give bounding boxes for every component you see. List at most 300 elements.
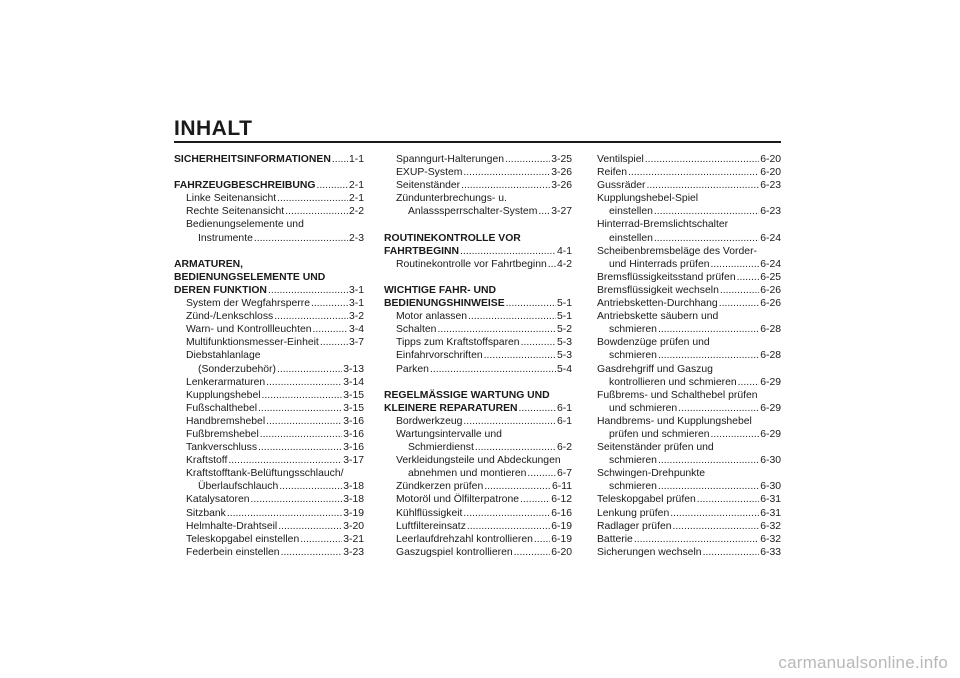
toc-entry[interactable]	[174, 363, 364, 376]
toc-entry[interactable]	[597, 271, 781, 284]
toc-entry-title: Lenkung prüfen	[597, 507, 670, 519]
toc-page-number: 6-11	[551, 481, 572, 493]
dot-leader	[548, 258, 556, 271]
toc-entry[interactable]	[597, 166, 781, 179]
dot-leader	[520, 493, 550, 506]
toc-section-entry[interactable]	[384, 402, 572, 415]
toc-entry-title: Luftfiltereinsatz	[396, 520, 466, 532]
toc-page-number: 3-1	[348, 284, 364, 296]
toc-entry[interactable]	[597, 179, 781, 192]
toc-entry-title: Fußbremshebel	[186, 428, 259, 440]
dot-leader	[658, 349, 759, 362]
toc-entry-title: Schalten	[396, 324, 437, 336]
toc-entry-title: Gussräder	[597, 180, 646, 192]
toc-entry[interactable]	[174, 507, 364, 520]
dot-leader	[719, 297, 759, 310]
dot-leader	[628, 166, 759, 179]
toc-entry-title: FAHRTBEGINN	[384, 245, 460, 257]
toc-entry-title: Teleskopgabel einstellen	[186, 533, 300, 545]
dot-leader	[227, 507, 342, 520]
toc-entry-title: Radlager prüfen	[597, 520, 672, 532]
toc-entry[interactable]	[174, 205, 364, 218]
toc-entry[interactable]	[597, 480, 781, 493]
toc-entry-title: Sicherungen wechseln	[597, 546, 702, 558]
toc-entry-title: Kraftstoff	[186, 455, 228, 467]
dot-leader	[673, 520, 760, 533]
toc-entry-line: Wartungsintervalle und	[396, 428, 502, 440]
toc-entry[interactable]	[384, 520, 572, 533]
toc-entry[interactable]	[174, 323, 364, 336]
toc-section-entry[interactable]	[384, 297, 572, 310]
toc-entry-title: Seitenständer	[396, 180, 461, 192]
toc-entry-title: schmieren	[609, 324, 657, 336]
toc-page-number: 2-3	[348, 232, 364, 244]
toc-page-number: 3-17	[343, 455, 364, 467]
title-underline	[174, 141, 781, 143]
watermark-text: carmanualsonline.info	[778, 653, 948, 672]
toc-entry-title: Einfahrvorschriften	[396, 350, 483, 362]
dot-leader	[519, 402, 556, 415]
toc-entry-line: Seitenständer prüfen und	[597, 442, 714, 454]
page-title: INHALT	[174, 117, 253, 140]
toc-entry[interactable]	[384, 480, 572, 493]
toc-column-3	[597, 153, 781, 559]
toc-entry[interactable]	[174, 415, 364, 428]
dot-leader	[697, 493, 759, 506]
toc-page-number: 2-1	[348, 193, 364, 205]
dot-leader	[430, 363, 556, 376]
dot-leader	[316, 179, 348, 192]
toc-entry[interactable]	[174, 493, 364, 506]
toc-page-number: 5-3	[556, 337, 572, 349]
toc-page-number: 6-19	[551, 533, 572, 545]
toc-section-heading: WICHTIGE FAHR- UND	[384, 284, 496, 296]
toc-entry-title: Helmhalte-Drahtseil	[186, 520, 278, 532]
toc-entry-title: schmieren	[609, 455, 657, 467]
section-gap	[384, 218, 572, 231]
toc-page-number: 3-20	[343, 520, 364, 532]
toc-page-number: 6-29	[760, 376, 781, 388]
toc-page-number: 6-20	[551, 546, 572, 558]
toc-section-heading: REGELMÄSSIGE WARTUNG UND	[384, 389, 550, 401]
toc-entry[interactable]	[597, 546, 781, 559]
toc-entry[interactable]	[174, 428, 364, 441]
toc-entry-line: Kraftstofftank-Belüftungsschlauch/	[186, 468, 344, 480]
toc-entry-line: Fußbrems- und Schalthebel prüfen	[597, 389, 758, 401]
toc-entry[interactable]	[597, 402, 781, 415]
toc-entry-title: (Sonderzubehör)	[198, 363, 276, 375]
toc-page-number: 6-31	[760, 507, 781, 519]
dot-leader	[645, 153, 759, 166]
toc-entry[interactable]	[597, 323, 781, 336]
toc-entry-title: Bordwerkzeug	[396, 415, 463, 427]
dot-leader	[268, 284, 348, 297]
toc-entry-title: Leerlaufdrehzahl kontrollieren	[396, 533, 533, 545]
toc-entry[interactable]	[384, 441, 572, 454]
toc-page-number: 6-20	[760, 167, 781, 179]
toc-page-number: 6-1	[556, 402, 572, 414]
toc-page-number: 6-23	[760, 206, 781, 218]
toc-page-number: 6-24	[760, 258, 781, 270]
dot-leader	[467, 520, 550, 533]
toc-entry[interactable]	[384, 349, 572, 362]
toc-page-number: 6-26	[760, 298, 781, 310]
section-gap	[384, 376, 572, 389]
toc-page-number: 2-2	[348, 206, 364, 218]
dot-leader	[463, 166, 550, 179]
toc-entry[interactable]	[597, 520, 781, 533]
dot-leader	[279, 480, 342, 493]
toc-page-number: 3-26	[551, 167, 572, 179]
toc-entry[interactable]	[597, 258, 781, 271]
toc-entry[interactable]	[174, 480, 364, 493]
dot-leader	[278, 520, 342, 533]
toc-page-number: 4-1	[556, 245, 572, 257]
toc-entry-line: Hinterrad-Bremslichtschalter	[597, 219, 729, 231]
toc-page-number: 6-7	[556, 468, 572, 480]
toc-page-number: 6-28	[760, 324, 781, 336]
toc-entry-title: Kupplungshebel	[186, 389, 261, 401]
toc-page-number: 6-12	[551, 494, 572, 506]
toc-entry-line: Bowdenzüge prüfen und	[597, 337, 710, 349]
toc-page-number: 6-25	[760, 271, 781, 283]
toc-page-number: 5-2	[556, 324, 572, 336]
dot-leader	[678, 402, 759, 415]
toc-page-number: 6-2	[556, 442, 572, 454]
toc-entry[interactable]	[174, 192, 364, 205]
toc-entry[interactable]	[384, 323, 572, 336]
dot-leader	[538, 205, 550, 218]
toc-entry-title: schmieren	[609, 481, 657, 493]
dot-leader	[647, 179, 760, 192]
toc-entry[interactable]	[384, 467, 572, 480]
toc-entry-title: BEDIENUNGSHINWEISE	[384, 298, 505, 310]
dot-leader	[463, 507, 550, 520]
toc-page-number: 5-1	[556, 311, 572, 323]
toc-entry-title: EXUP-System	[396, 167, 463, 179]
dot-leader	[251, 493, 343, 506]
dot-leader	[506, 297, 556, 310]
dot-leader	[277, 192, 348, 205]
toc-page-number: 6-24	[760, 232, 781, 244]
dot-leader	[266, 376, 342, 389]
dot-leader	[277, 363, 342, 376]
dot-leader	[521, 336, 556, 349]
toc-page-number: 4-2	[556, 258, 572, 270]
toc-entry-title: KLEINERE REPARATUREN	[384, 402, 518, 414]
toc-entry-title: SICHERHEITSINFORMATIONEN	[174, 154, 331, 165]
toc-page-number: 3-18	[343, 494, 364, 506]
toc-page-number: 3-4	[348, 324, 364, 336]
toc-entry-title: Bremsflüssigkeitsstand prüfen	[597, 271, 736, 283]
dot-leader	[484, 480, 551, 493]
toc-page-number: 6-30	[760, 481, 781, 493]
toc-page-number: 5-4	[556, 363, 572, 375]
toc-page-number: 3-2	[348, 311, 364, 323]
toc-entry-title: und Hinterrads prüfen	[609, 258, 710, 270]
toc-entry-line: Kupplungshebel-Spiel	[597, 193, 699, 205]
toc-entry[interactable]	[384, 258, 572, 271]
toc-entry-title: Teleskopgabel prüfen	[597, 494, 696, 506]
dot-leader	[468, 310, 556, 323]
toc-entry-title: Federbein einstellen	[186, 546, 280, 558]
toc-entry[interactable]	[597, 284, 781, 297]
toc-entry[interactable]	[384, 546, 572, 559]
toc-entry[interactable]	[384, 205, 572, 218]
dot-leader	[320, 336, 348, 349]
toc-page-number: 6-33	[760, 546, 781, 558]
toc-page-number: 6-29	[760, 402, 781, 414]
toc-entry[interactable]	[597, 454, 781, 467]
toc-page-number: 3-23	[343, 546, 364, 558]
toc-entry-title: DEREN FUNKTION	[174, 284, 267, 296]
toc-entry-title: Spanngurt-Halterungen	[396, 154, 505, 165]
toc-entry-line: Verkleidungsteile und Abdeckungen	[396, 455, 561, 467]
toc-entry-title: Gaszugspiel kontrollieren	[396, 546, 513, 558]
toc-entry[interactable]	[384, 363, 572, 376]
toc-section-entry[interactable]	[174, 153, 364, 166]
toc-page-number: 6-31	[760, 494, 781, 506]
dot-leader	[274, 310, 348, 323]
toc-entry-title: kontrollieren und schmieren	[609, 376, 737, 388]
dot-leader	[266, 415, 342, 428]
toc-column-1	[174, 153, 364, 559]
toc-entry-title: Motor anlassen	[396, 311, 468, 323]
toc-entry-title: Zünd-/Lenkschloss	[186, 311, 274, 323]
toc-page-number: 3-16	[343, 442, 364, 454]
dot-leader	[332, 153, 348, 166]
toc-entry-title: Tankverschluss	[186, 442, 258, 454]
toc-page-number: 6-29	[760, 428, 781, 440]
toc-entry[interactable]	[597, 376, 781, 389]
toc-page-number: 3-15	[343, 402, 364, 414]
dot-leader	[505, 153, 550, 166]
toc-entry-title: Katalysatoren	[186, 494, 250, 506]
toc-page-number: 6-20	[760, 154, 781, 165]
toc-page-number: 6-1	[556, 415, 572, 427]
toc-page-number: 6-32	[760, 533, 781, 545]
toc-entry[interactable]	[174, 441, 364, 454]
toc-section-entry[interactable]	[384, 245, 572, 258]
toc-entry[interactable]	[597, 205, 781, 218]
toc-page-number: 3-14	[343, 376, 364, 388]
dot-leader	[260, 428, 342, 441]
toc-entry-line: Bedienungselemente und	[186, 219, 304, 231]
toc-entry[interactable]	[384, 415, 572, 428]
toc-section-heading: ROUTINEKONTROLLE VOR	[384, 232, 521, 244]
toc-entry-title: FAHRZEUGBESCHREIBUNG	[174, 180, 316, 192]
dot-leader	[300, 533, 342, 546]
dot-leader	[313, 323, 348, 336]
dot-leader	[228, 454, 342, 467]
toc-entry[interactable]	[597, 297, 781, 310]
toc-entry-title: Kühlflüssigkeit	[396, 507, 463, 519]
toc-entry-title: Sitzbank	[186, 507, 226, 519]
toc-page-number: 3-16	[343, 428, 364, 440]
toc-page-number: 3-7	[348, 337, 364, 349]
toc-entry[interactable]	[174, 520, 364, 533]
toc-entry[interactable]	[597, 533, 781, 546]
toc-page-number: 2-1	[348, 180, 364, 192]
toc-page-number: 3-1	[348, 298, 364, 310]
toc-entry[interactable]	[174, 297, 364, 310]
toc-entry[interactable]	[174, 376, 364, 389]
toc-entry[interactable]	[174, 402, 364, 415]
toc-entry-title: System der Wegfahrsperre	[186, 298, 310, 310]
toc-entry-title: Zündkerzen prüfen	[396, 481, 484, 493]
dot-leader	[711, 428, 760, 441]
dot-leader	[738, 376, 760, 389]
toc-page-number: 6-28	[760, 350, 781, 362]
toc-page-number: 5-1	[556, 298, 572, 310]
toc-entry-line: Handbrems- und Kupplungshebel	[597, 415, 752, 427]
toc-entry-line: Zündunterbrechungs- u.	[396, 193, 507, 205]
dot-leader	[285, 205, 348, 218]
toc-entry-line: Schwingen-Drehpunkte	[597, 468, 706, 480]
toc-page-number: 5-3	[556, 350, 572, 362]
toc-entry-title: Multifunktionsmesser-Einheit	[186, 337, 319, 349]
toc-entry-title: Rechte Seitenansicht	[186, 206, 285, 218]
toc-page-number: 3-25	[551, 154, 572, 165]
toc-entry[interactable]	[597, 428, 781, 441]
toc-entry-title: schmieren	[609, 350, 657, 362]
dot-leader	[534, 533, 550, 546]
dot-leader	[463, 415, 556, 428]
toc-entry[interactable]	[597, 349, 781, 362]
section-gap	[174, 166, 364, 179]
dot-leader	[654, 205, 759, 218]
dot-leader	[281, 546, 343, 559]
dot-leader	[527, 467, 556, 480]
dot-leader	[484, 349, 556, 362]
toc-section-heading: ARMATUREN,	[174, 258, 244, 270]
toc-entry-line: Gasdrehgriff und Gaszug	[597, 363, 713, 375]
dot-leader	[658, 323, 759, 336]
toc-entry-title: Lenkerarmaturen	[186, 376, 266, 388]
toc-entry[interactable]	[384, 166, 572, 179]
toc-page-number: 3-21	[343, 533, 364, 545]
toc-entry-title: Parken	[396, 363, 429, 375]
toc-page-number: 6-32	[760, 520, 781, 532]
toc-entry-title: Anlasssperrschalter-System	[408, 206, 538, 218]
toc-entry-title: Schmierdienst	[408, 442, 474, 454]
toc-entry-title: Bremsflüssigkeit wechseln	[597, 284, 719, 296]
toc-column-2	[384, 153, 572, 559]
toc-page-number: 3-13	[343, 363, 364, 375]
toc-entry-title: Antriebsketten-Durchhang	[597, 298, 718, 310]
toc-entry-title: Tipps zum Kraftstoffsparen	[396, 337, 520, 349]
dot-leader	[311, 297, 348, 310]
toc-page-number: 1-1	[348, 154, 364, 165]
toc-entry-line: Antriebskette säubern und	[597, 311, 719, 323]
toc-entry[interactable]	[384, 179, 572, 192]
toc-entry-title: Handbremshebel	[186, 415, 266, 427]
dot-leader	[711, 258, 760, 271]
toc-page-number: 6-19	[551, 520, 572, 532]
toc-entry-title: einstellen	[609, 232, 653, 244]
dot-leader	[258, 441, 342, 454]
toc-entry-title: einstellen	[609, 206, 653, 218]
dot-leader	[475, 441, 556, 454]
dot-leader	[658, 454, 759, 467]
toc-entry[interactable]	[174, 336, 364, 349]
dot-leader	[258, 402, 342, 415]
toc-page-number: 6-23	[760, 180, 781, 192]
dot-leader	[634, 533, 759, 546]
dot-leader	[461, 179, 550, 192]
toc-entry-title: Fußschalthebel	[186, 402, 258, 414]
toc-entry-title: Warn- und Kontrollleuchten	[186, 324, 312, 336]
dot-leader	[658, 480, 759, 493]
toc-entry-title: Überlaufschlauch	[198, 481, 279, 493]
toc-entry[interactable]	[384, 336, 572, 349]
toc-page-number: 6-26	[760, 284, 781, 296]
dot-leader	[254, 232, 348, 245]
toc-entry[interactable]	[384, 533, 572, 546]
toc-entry[interactable]	[384, 153, 572, 166]
toc-page-number: 3-27	[551, 206, 572, 218]
toc-entry-title: abnehmen und montieren	[408, 468, 527, 480]
toc-entry-title: Reifen	[597, 167, 628, 179]
toc-entry-title: Instrumente	[198, 232, 253, 244]
toc-entry-title: und schmieren	[609, 402, 678, 414]
toc-entry-line: Scheibenbremsbeläge des Vorder-	[597, 245, 757, 257]
toc-page-number: 3-15	[343, 389, 364, 401]
toc-entry[interactable]	[174, 546, 364, 559]
dot-leader	[720, 284, 759, 297]
section-gap	[174, 245, 364, 258]
dot-leader	[670, 507, 759, 520]
toc-entry[interactable]	[384, 493, 572, 506]
dot-leader	[262, 389, 343, 402]
dot-leader	[703, 546, 760, 559]
dot-leader	[437, 323, 556, 336]
toc-entry[interactable]	[597, 232, 781, 245]
toc-page-number: 6-30	[760, 455, 781, 467]
toc-entry-title: Routinekontrolle vor Fahrtbeginn	[396, 258, 547, 270]
dot-leader	[460, 245, 556, 258]
dot-leader	[737, 271, 760, 284]
toc-page-number: 3-26	[551, 180, 572, 192]
toc-page-number: 3-19	[343, 507, 364, 519]
toc-entry[interactable]	[384, 310, 572, 323]
toc-entry-title: prüfen und schmieren	[609, 428, 710, 440]
toc-entry[interactable]	[174, 533, 364, 546]
section-gap	[384, 271, 572, 284]
toc-entry[interactable]	[597, 493, 781, 506]
toc-entry-title: Linke Seitenansicht	[186, 193, 277, 205]
dot-leader	[514, 546, 551, 559]
toc-entry[interactable]	[174, 389, 364, 402]
toc-page-number: 3-16	[343, 415, 364, 427]
toc-entry-title: Batterie	[597, 533, 633, 545]
toc-page-number: 6-16	[551, 507, 572, 519]
toc-entry-title: Motoröl und Ölfilterpatrone	[396, 494, 520, 506]
toc-entry[interactable]	[174, 454, 364, 467]
toc-entry[interactable]	[384, 507, 572, 520]
toc-entry[interactable]	[597, 507, 781, 520]
toc-entry-line: Diebstahlanlage	[186, 350, 261, 362]
toc-section-entry[interactable]	[174, 284, 364, 297]
toc-entry[interactable]	[597, 153, 781, 166]
dot-leader	[654, 232, 759, 245]
toc-section-entry[interactable]	[174, 179, 364, 192]
toc-entry[interactable]	[174, 310, 364, 323]
toc-page-number: 3-18	[343, 481, 364, 493]
toc-entry-title: Ventilspiel	[597, 154, 644, 165]
toc-section-heading: BEDIENUNGSELEMENTE UND	[174, 271, 326, 283]
toc-entry[interactable]	[174, 232, 364, 245]
